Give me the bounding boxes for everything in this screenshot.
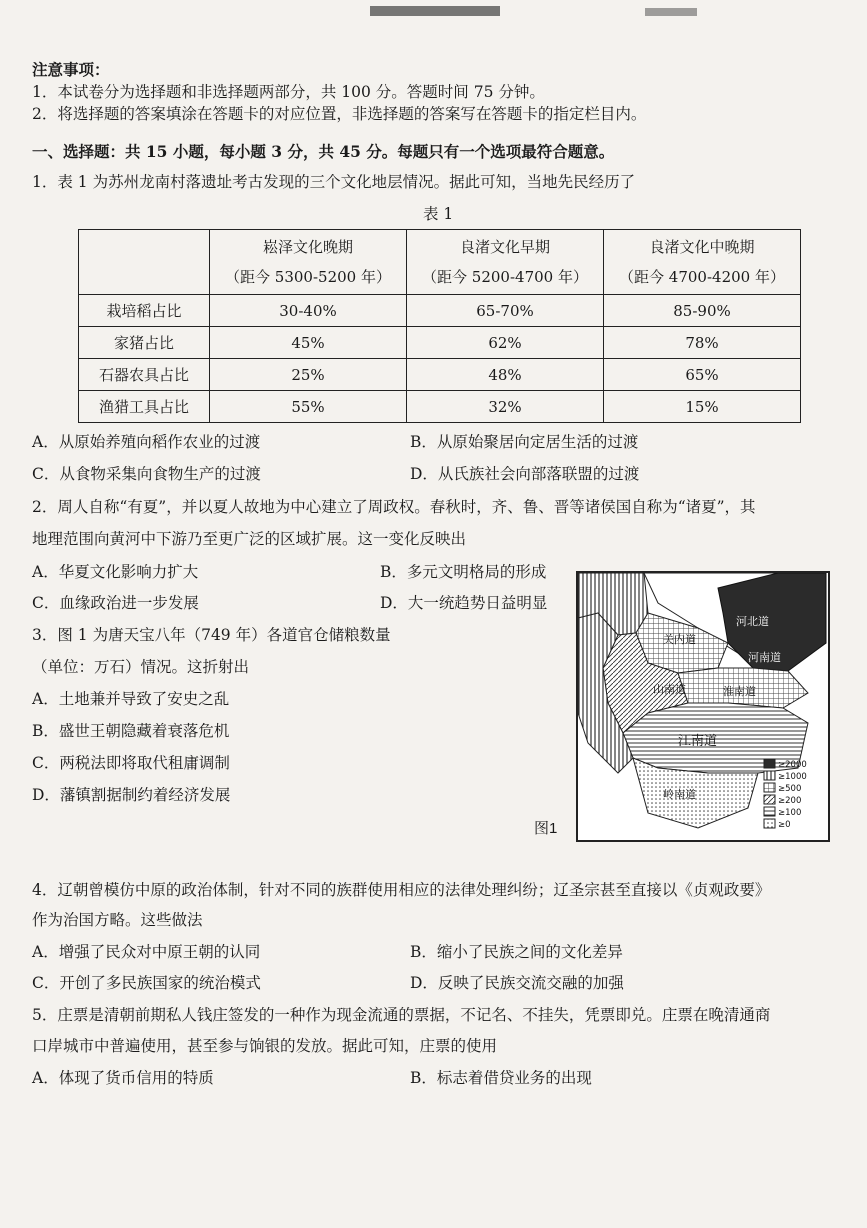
table-cell: 45% [210,327,407,359]
q4-option-b[interactable]: B．缩小了民族之间的文化差异 [410,943,623,961]
map-label-henan: 河南道 [748,651,781,664]
table-header-cell: 良渚文化早期 （距今 5200-4700 年） [407,230,604,295]
table-cell: 55% [210,391,407,423]
table-cell: 65% [604,359,801,391]
legend-label: ≥0 [778,820,791,830]
q2-option-d[interactable]: D．大一统趋势日益明显 [380,594,548,612]
q4-stem-line1: 4．辽朝曾模仿中原的政治体制，针对不同的族群使用相应的法律处理纠纷；辽圣宗甚至直接以《贞观政要》 [32,881,771,899]
map-graphic [578,573,828,840]
map-label-hebei: 河北道 [736,615,769,628]
notes-item-2: 2．将选择题的答案填涂在答题卡的对应位置，非选择题的答案写在答题卡的指定栏目内。 [32,105,647,123]
q1-option-d[interactable]: D．从氏族社会向部落联盟的过渡 [410,465,640,483]
q4-option-c[interactable]: C．开创了多民族国家的统治模式 [32,974,261,992]
table-cell: 25% [210,359,407,391]
q5-stem-line1: 5．庄票是清朝前期私人钱庄签发的一种作为现金流通的票据，不记名、不挂失，凭票即兑。庄票在晚清通商 [32,1006,771,1024]
legend-swatch [764,819,775,828]
q3-option-d[interactable]: D．藩镇割据制约着经济发展 [32,786,231,804]
q4-option-a[interactable]: A．增强了民众对中原王朝的认同 [32,943,261,961]
data-table [78,229,801,423]
table-cell: 62% [407,327,604,359]
header-scan-mark [645,8,697,16]
q1-stem: 1．表 1 为苏州龙南村落遗址考古发现的三个文化地层情况。据此可知，当地先民经历了 [32,173,636,191]
q3-stem-line2: （单位：万石）情况。这折射出 [32,658,250,676]
legend-label: ≥1000 [778,772,807,782]
legend-swatch [764,759,775,768]
legend-swatch [764,795,775,804]
notes-heading: 注意事项： [32,60,110,79]
table-cell: 78% [604,327,801,359]
q5-option-a[interactable]: A．体现了货币信用的特质 [32,1069,214,1087]
q1-option-b[interactable]: B．从原始聚居向定居生活的过渡 [410,433,639,451]
q1-option-a[interactable]: A．从原始养殖向稻作农业的过渡 [32,433,261,451]
q2-option-c[interactable]: C．血缘政治进一步发展 [32,594,199,612]
q3-option-b[interactable]: B．盛世王朝隐藏着衰落危机 [32,722,230,740]
q2-stem-line2: 地理范围向黄河中下游乃至更广泛的区域扩展。这一变化反映出 [32,530,467,548]
header-scan-mark [370,6,500,16]
map-label-lingnan: 岭南道 [663,788,696,801]
map-label-guannei: 关内道 [663,633,696,646]
map-label-huainan: 淮南道 [723,685,756,698]
figure-label: 图1 [534,820,558,837]
q2-option-a[interactable]: A．华夏文化影响力扩大 [32,563,199,581]
legend-label: ≥500 [778,784,802,794]
q4-stem-line2: 作为治国方略。这些做法 [32,911,203,929]
table-cell: 65-70% [407,295,604,327]
table-row [79,359,801,391]
table-cell: 30-40% [210,295,407,327]
legend-swatch [764,807,775,816]
table-cell: 15% [604,391,801,423]
table-row [79,391,801,423]
table-cell: 85-90% [604,295,801,327]
q5-stem-line2: 口岸城市中普遍使用，甚至参与饷银的发放。据此可知，庄票的使用 [32,1037,498,1055]
q3-stem-line1: 3．图 1 为唐天宝八年（749 年）各道官仓储粮数量 [32,626,391,644]
legend-label: ≥100 [778,808,802,818]
legend-label: ≥2000 [778,760,807,770]
row-label: 家猪占比 [79,327,210,359]
table-title: 表 1 [423,205,454,223]
q3-option-a[interactable]: A．土地兼并导致了安史之乱 [32,690,230,708]
map-label-jiangnan: 江南道 [678,734,718,749]
q3-option-c[interactable]: C．两税法即将取代租庸调制 [32,754,230,772]
q2-stem-line1: 2．周人自称“有夏”，并以夏人故地为中心建立了周政权。春秋时，齐、鲁、晋等诸侯国自称为“诸夏”，其 [32,498,756,516]
section-heading: 一、选择题：共 15 小题，每小题 3 分，共 45 分。每题只有一个选项最符合题意。 [32,142,615,161]
legend-swatch [764,783,775,792]
notes-item-1: 1．本试卷分为选择题和非选择题两部分，共 100 分。答题时间 75 分钟。 [32,83,545,101]
tang-granary-map [576,571,830,842]
table-cell: 32% [407,391,604,423]
q1-option-c[interactable]: C．从食物采集向食物生产的过渡 [32,465,261,483]
table-row [79,295,801,327]
table-row [79,327,801,359]
row-label: 渔猎工具占比 [79,391,210,423]
row-label: 石器农具占比 [79,359,210,391]
table-cell: 48% [407,359,604,391]
table-header-cell: 崧泽文化晚期 （距今 5300-5200 年） [210,230,407,295]
q5-option-b[interactable]: B．标志着借贷业务的出现 [410,1069,592,1087]
legend-label: ≥200 [778,796,802,806]
q2-option-b[interactable]: B．多元文明格局的形成 [380,563,547,581]
map-label-shannan: 山南道 [653,683,686,696]
q4-option-d[interactable]: D．反映了民族交流交融的加强 [410,974,624,992]
table-header-cell: 良渚文化中晚期 （距今 4700-4200 年） [604,230,801,295]
table-corner-cell [79,230,210,295]
row-label: 栽培稻占比 [79,295,210,327]
legend-swatch [764,771,775,780]
